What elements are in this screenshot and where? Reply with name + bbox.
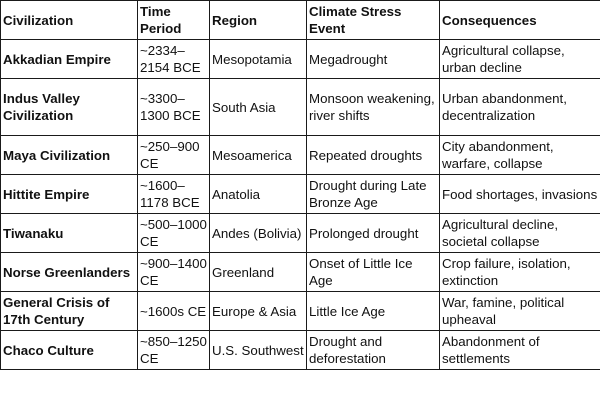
cell-climate-stress-event: Little Ice Age (307, 292, 440, 331)
cell-civilization: Tiwanaku (1, 214, 138, 253)
cell-climate-stress-event: Drought and deforestation (307, 331, 440, 370)
cell-climate-stress-event: Prolonged drought (307, 214, 440, 253)
cell-consequences: Food shortages, invasions (440, 175, 600, 214)
cell-consequences: Crop failure, isolation, extinction (440, 253, 600, 292)
header-time-period: Time Period (138, 1, 210, 40)
cell-climate-stress-event: Drought during Late Bronze Age (307, 175, 440, 214)
cell-region: South Asia (210, 79, 307, 136)
cell-climate-stress-event: Repeated droughts (307, 136, 440, 175)
cell-civilization: General Crisis of 17th Century (1, 292, 138, 331)
cell-climate-stress-event: Monsoon weakening, river shifts (307, 79, 440, 136)
header-civilization: Civilization (1, 1, 138, 40)
cell-time-period: ~500–1000 CE (138, 214, 210, 253)
cell-time-period: ~1600–1178 BCE (138, 175, 210, 214)
header-region: Region (210, 1, 307, 40)
cell-consequences: Abandonment of settlements (440, 331, 600, 370)
header-climate-stress-event: Climate Stress Event (307, 1, 440, 40)
cell-time-period: ~3300–1300 BCE (138, 79, 210, 136)
cell-civilization: Indus Valley Civilization (1, 79, 138, 136)
cell-time-period: ~2334–2154 BCE (138, 40, 210, 79)
cell-consequences: War, famine, political upheaval (440, 292, 600, 331)
cell-civilization: Akkadian Empire (1, 40, 138, 79)
cell-climate-stress-event: Onset of Little Ice Age (307, 253, 440, 292)
cell-consequences: Agricultural decline, societal collapse (440, 214, 600, 253)
cell-civilization: Hittite Empire (1, 175, 138, 214)
table-row (1, 331, 600, 370)
cell-climate-stress-event: Megadrought (307, 40, 440, 79)
cell-time-period: ~850–1250 CE (138, 331, 210, 370)
table-row (1, 253, 600, 292)
cell-consequences: Urban abandonment, decentralization (440, 79, 600, 136)
cell-civilization: Norse Greenlanders (1, 253, 138, 292)
cell-consequences: Agricultural collapse, urban decline (440, 40, 600, 79)
cell-region: Mesoamerica (210, 136, 307, 175)
cell-region: Europe & Asia (210, 292, 307, 331)
header-consequences: Consequences (440, 1, 600, 40)
table-row (1, 136, 600, 175)
cell-time-period: ~900–1400 CE (138, 253, 210, 292)
cell-consequences: City abandonment, warfare, collapse (440, 136, 600, 175)
table-row (1, 40, 600, 79)
cell-time-period: ~1600s CE (138, 292, 210, 331)
cell-region: U.S. Southwest (210, 331, 307, 370)
cell-region: Mesopotamia (210, 40, 307, 79)
table-row (1, 175, 600, 214)
table-row (1, 214, 600, 253)
cell-region: Andes (Bolivia) (210, 214, 307, 253)
cell-civilization: Maya Civilization (1, 136, 138, 175)
cell-time-period: ~250–900 CE (138, 136, 210, 175)
table-row (1, 79, 600, 136)
cell-region: Greenland (210, 253, 307, 292)
table-header-row (1, 1, 600, 40)
cell-civilization: Chaco Culture (1, 331, 138, 370)
table-row (1, 292, 600, 331)
cell-region: Anatolia (210, 175, 307, 214)
